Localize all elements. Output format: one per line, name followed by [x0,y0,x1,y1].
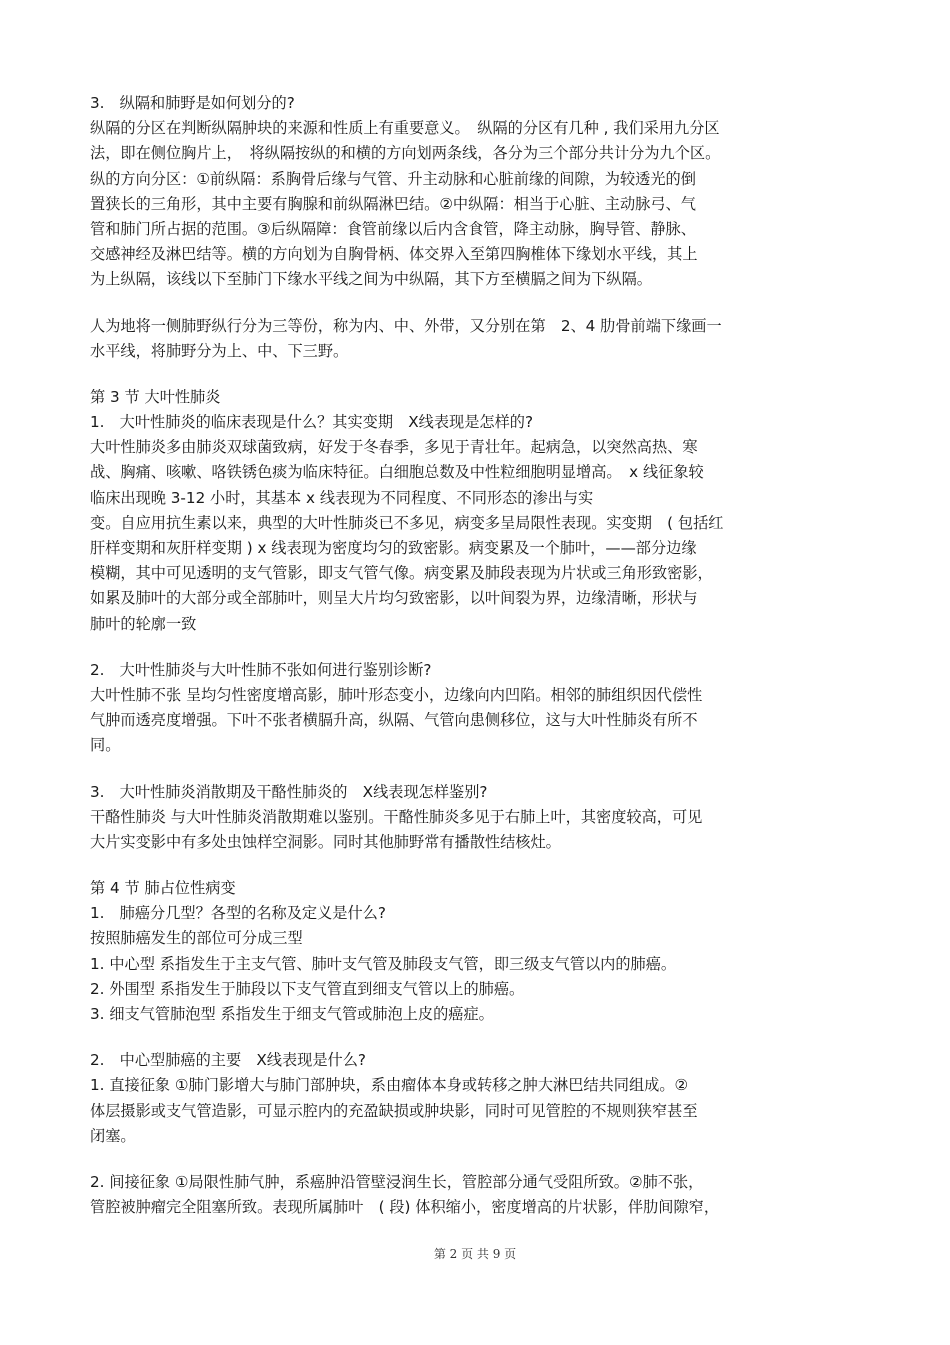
blank-line [90,855,862,876]
text-line: 管腔被肿瘤完全阻塞所致。表现所属肺叶 ( 段) 体积缩小，密度增高的片状影，伴肋间隙窄， [90,1198,720,1217]
blank-line [90,759,862,780]
text-line: 大片实变影中有多处虫蚀样空洞影。同时其他肺野常有播散性结核灶。 [90,832,561,851]
text-line: 管和肺门所占据的范围。③后纵隔障：食管前缘以后内含食管，降主动脉，胸导管、静脉、 [90,219,696,238]
text-line: 大叶性肺不张 呈均匀性密度增高影，肺叶形态变小，边缘向内凹陷。相邻的肺组织因代偿性 [90,685,703,704]
text-line: 3. 细支气管肺泡型 系指发生于细支气管或肺泡上皮的癌症。 [90,1005,494,1023]
text-line: 肺叶的轮廓一致 [90,614,197,633]
text-line: 闭塞。 [90,1126,136,1145]
text-line: 体层摄影或支气管造影，可显示腔内的充盈缺损或肿块影，同时可见管腔的不规则狭窄甚至 [90,1101,698,1120]
text-line: 纵的方向分区：①前纵隔：系胸骨后缘与气管、升主动脉和心脏前缘的间隙，为较透光的倒 [90,169,696,188]
text-line: 3. 纵隔和肺野是如何划分的? [90,94,295,112]
text-line: 干酪性肺炎 与大叶性肺炎消散期难以鉴别。干酪性肺炎多见于右肺上叶，其密度较高，可见 [90,807,703,826]
text-line: 2. 大叶性肺炎与大叶性肺不张如何进行鉴别诊断? [90,660,432,679]
blank-line [90,293,862,314]
text-line: 如累及肺叶的大部分或全部肺叶，则呈大片均匀致密影，以叶间裂为界，边缘清晰，形状与 [90,589,698,608]
blank-line [90,364,862,385]
text-line: 2. 中心型肺癌的主要 X线表现是什么? [90,1051,366,1070]
text-line: 大叶性肺炎多由肺炎双球菌致病，好发于冬春季，多见于青壮年。起病急，以突然高热、寒 [90,438,698,457]
text-line: 为上纵隔，该线以下至肺门下缘水平线之间为中纵隔，其下方至横膈之间为下纵隔。 [90,270,652,289]
text-line: 纵隔的分区在判断纵隔肿块的来源和性质上有重要意义。 纵隔的分区有几种 , 我们采用九分区 [90,119,720,138]
document-body [90,91,862,1220]
text-line: 按照肺癌发生的部位可分成三型 [90,929,303,948]
text-line: 水平线，将肺野分为上、中、下三野。 [90,341,349,360]
text-line: 置狭长的三角形，其中主要有胸腺和前纵隔淋巴结。②中纵隔：相当于心脏、主动脉弓、气 [90,194,696,213]
text-line: 气肿而透亮度增强。下叶不张者横膈升高，纵隔、气管向患侧移位，这与大叶性肺炎有所不 [90,711,698,730]
text-line: 1. 肺癌分几型？各型的名称及定义是什么? [90,904,386,923]
text-line: 1. 直接征象 ①肺门影增大与肺门部肿块，系由瘤体本身或转移之肿大淋巴结共同组成。② [90,1076,689,1095]
text-line: 人为地将一侧肺野纵行分为三等份，称为内、中、外带，又分别在第 2、4 肋骨前端下缘画一 [90,316,722,335]
page-footer: 第 2 页 共 9 页 [433,1247,517,1261]
text-line: 同。 [90,736,121,755]
text-line: 2. 外围型 系指发生于肺段以下支气管直到细支气管以上的肺癌。 [90,979,525,998]
blank-line [90,1027,862,1048]
text-line: 法，即在侧位胸片上， 将纵隔按纵的和横的方向划两条线，各分为三个部分共计分为九个区。 [90,144,721,163]
text-line: 第 3 节 大叶性肺炎 [90,387,221,406]
text-line: 2. 间接征象 ①局限性肺气肿，系癌肿沿管壁浸润生长，管腔部分通气受阻所致。②肺不张， [90,1172,704,1191]
text-line: 肝样变期和灰肝样变期 ) x 线表现为密度均匀的致密影。病变累及一个肺叶，——部分边缘 [90,539,697,557]
text-line: 变。自应用抗生素以来，典型的大叶性肺炎已不多见，病变多呈局限性表现。实变期 ( 包括红 [90,513,724,532]
text-line: 战、胸痛、咳嗽、咯铁锈色痰为临床特征。白细胞总数及中性粒细胞明显增高。 x 线征象较 [90,463,704,482]
blank-line [90,637,862,658]
text-line: 第 4 节 肺占位性病变 [90,879,236,898]
text-line: 1. 中心型 系指发生于主支气管、肺叶支气管及肺段支气管，即三级支气管以内的肺癌。 [90,954,677,973]
text-line: 3. 大叶性肺炎消散期及干酪性肺炎的 X线表现怎样鉴别? [90,782,488,801]
text-line: 临床出现晚 3-12 小时，其基本 x 线表现为不同程度、不同形态的渗出与实 [90,488,594,507]
text-line: 1. 大叶性肺炎的临床表现是什么？其实变期 X线表现是怎样的? [90,413,534,432]
text-line: 模糊，其中可见透明的支气管影，即支气管气像。病变累及肺段表现为片状或三角形致密影， [90,564,713,583]
text-line: 交感神经及淋巴结等。横的方向划为自胸骨柄、体交界入至第四胸椎体下缘划水平线，其上 [90,245,698,264]
blank-line [90,1149,862,1170]
